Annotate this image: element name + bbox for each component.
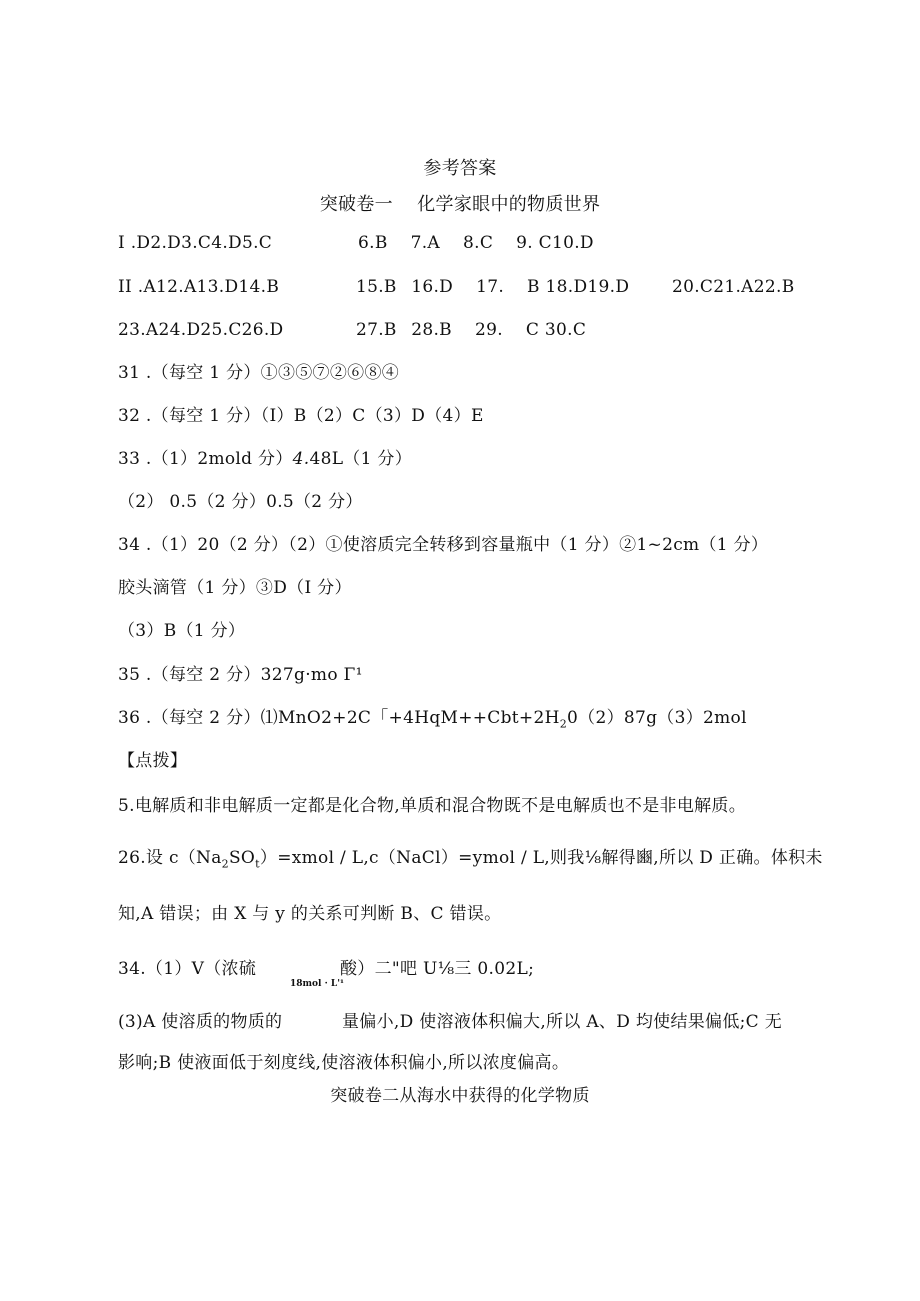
tip-34-part3-left: (3)A 使溶质的物质的	[118, 1012, 283, 1032]
answers-row-2a: II .A12.A13.D14.B	[118, 277, 280, 297]
tip-34-part3-right: 量偏小,D 使溶液体积偏大,所以 A、D 均使结果偏低;C 无	[342, 1012, 782, 1032]
answer-33: 33 .（1）2mold 分）4.48L（1 分）	[118, 449, 413, 469]
answer-33-part2: （2） 0.5（2 分）0.5（2 分）	[118, 492, 363, 512]
answers-row-1b: 6.B 7.A 8.C 9. C10.D	[358, 233, 594, 253]
section-1-title: 突破卷一 化学家眼中的物质世界	[319, 194, 601, 215]
answer-34: 34 .（1）20（2 分）（2）①使溶质完全转移到容量瓶中（1 分）②1~2cm（1 分）	[118, 535, 769, 555]
answer-34-part3: （3）B（1 分）	[118, 621, 246, 641]
page-heading: 参考答案	[423, 158, 497, 179]
answers-row-2b: 15.B 16.D 17. B 18.D19.D	[356, 277, 630, 297]
answers-row-2c: 20.C21.A22.B	[672, 277, 795, 297]
tip-34-right: 酸）二"吧 U⅛三 0.02L;	[340, 959, 535, 979]
tip-34-part3-cont: 影响;B 使液面低于刻度线,使溶液体积偏小,所以浓度偏高。	[118, 1053, 570, 1073]
tip-26-cont: 知,A 错误；由 X 与 y 的关系可判断 B、C 错误。	[118, 904, 502, 924]
answers-row-1a: I .D2.D3.C4.D5.C	[118, 233, 273, 253]
answer-32: 32 .（每空 1 分）（I）B（2）C（3）D（4）E	[118, 406, 484, 426]
answer-31: 31 .（每空 1 分）①③⑤⑦②⑥⑧④	[118, 363, 400, 383]
tip-34-left: 34.（1）V（浓硫	[118, 959, 257, 979]
tip-5: 5.电解质和非电解质一定都是化合物,单质和混合物既不是电解质也不是非电解质。	[118, 796, 747, 816]
tips-label: 【点拨】	[118, 751, 188, 771]
answer-35: 35 .（每空 2 分）327g·mo Γ¹	[118, 665, 363, 685]
answers-row-3a: 23.A24.D25.C26.D	[118, 320, 284, 340]
answer-34-cont: 胶头滴管（1 分）③D（I 分）	[118, 578, 352, 598]
answer-36: 36 .（每空 2 分）⑴MnO2+2C「$+4HqM++Cbt+2H_20(2)87g(3)2mol$	[118, 708, 747, 731]
tip-26: 26.设 $c(Na_2SO_t)=xmol$ / L,c（NaCl）=ymol / L,则我⅛解得豳,所以 D 正确。体积未	[118, 848, 823, 871]
tip-34-concentration-note: 18mol · L'¹	[290, 979, 344, 989]
answers-row-3b: 27.B 28.B 29. C 30.C	[356, 320, 587, 340]
section-2-title: 突破卷二从海水中获得的化学物质	[330, 1086, 590, 1106]
